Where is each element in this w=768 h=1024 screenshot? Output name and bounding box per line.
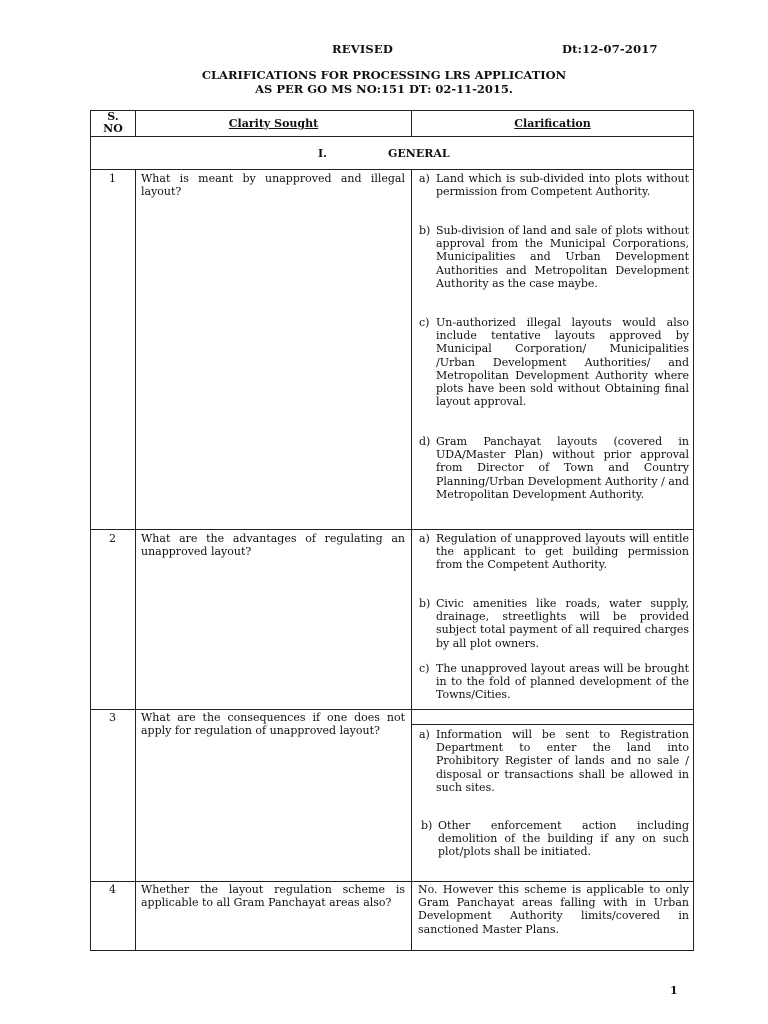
row-number: 2	[109, 532, 116, 545]
answer-label: d)	[419, 435, 431, 448]
answer-label: a)	[419, 532, 430, 545]
answer-label: b)	[419, 224, 431, 237]
table-rule	[135, 169, 136, 951]
answer-text: No. However this scheme is applicable to only Gram Panchayat areas falling with in Urban Development Authority limits/covered in sanctioned Master Plans.	[418, 883, 689, 936]
table-rule	[90, 529, 694, 530]
revised-label: REVISED	[332, 42, 394, 56]
section-number: I.	[318, 147, 327, 160]
document-title-line2: AS PER GO MS NO:151 DT: 02-11-2015.	[255, 82, 513, 96]
answer-item	[419, 316, 689, 408]
answer-item	[419, 728, 689, 794]
page-number: 1	[670, 984, 678, 997]
answer-text: Land which is sub-divided into plots without permission from Competent Authority.	[436, 172, 689, 199]
table-rule	[90, 110, 91, 951]
answer-item	[419, 435, 689, 501]
answer-label: b)	[419, 597, 431, 610]
answer-label: c)	[419, 316, 430, 329]
column-header-sno: S. NO	[103, 110, 123, 135]
document-title-line1: CLARIFICATIONS FOR PROCESSING LRS APPLICATION	[201, 68, 567, 82]
answer-text: Gram Panchayat layouts (covered in UDA/Master Plan) without prior approval from Director of Town and Country Planning/Urban Development Authority / and Metropolitan Development Authority.	[436, 435, 689, 501]
answer-item	[419, 662, 689, 702]
answer-text: Regulation of unapproved layouts will entitle the applicant to get building permission from the Competent Authority.	[436, 532, 689, 572]
answer-item	[419, 224, 689, 290]
document-date: Dt:12-07-2017	[562, 42, 658, 56]
column-header-clarification: Clarification	[514, 117, 591, 130]
question-text: What are the consequences if one does not apply for regulation of unapproved layout?	[141, 711, 405, 738]
question-text: What is meant by unapproved and illegal layout?	[141, 172, 405, 199]
table-rule	[90, 136, 694, 137]
table-rule	[90, 950, 694, 951]
column-header-clarity-sought: Clarity Sought	[228, 117, 319, 130]
answer-label: a)	[419, 728, 430, 741]
row-number: 1	[109, 172, 116, 185]
answer-label: a)	[419, 172, 430, 185]
answer-text: Sub-division of land and sale of plots without approval from the Municipal Corporations, Municipalities and Urban Development Authorities and Metropolitan Development Authority as the case maybe.	[436, 224, 689, 290]
row-number: 4	[109, 883, 116, 896]
answer-text: Information will be sent to Registration Department to enter the land into Prohibitory Register of lands and no sale / disposal or transactions shall be allowed in such sites.	[436, 728, 689, 794]
answer-label: c)	[419, 662, 430, 675]
table-rule	[90, 881, 694, 882]
answer-text: Civic amenities like roads, water supply, drainage, streetlights will be provided subject total payment of all required charges by all plot owners.	[436, 597, 689, 650]
question-text: What are the advantages of regulating an unapproved layout?	[141, 532, 405, 559]
table-rule	[90, 110, 694, 111]
row-number: 3	[109, 711, 116, 724]
answer-text: The unapproved layout areas will be brought in to the fold of planned development of the Towns/Cities.	[436, 662, 689, 702]
answer-label: b)	[421, 819, 433, 832]
answer-item	[419, 172, 689, 198]
table-rule	[693, 110, 694, 951]
section-title: GENERAL	[388, 147, 450, 160]
question-text: Whether the layout regulation scheme is applicable to all Gram Panchayat areas also?	[141, 883, 405, 910]
table-rule	[411, 724, 694, 725]
table-rule	[90, 169, 694, 170]
answer-item	[421, 819, 689, 859]
table-rule	[90, 709, 694, 710]
table-rule	[411, 169, 412, 951]
answer-text: Un-authorized illegal layouts would also include tentative layouts approved by Municipal Corporation/ Municipalities /Urban Development Authorities/ and Metropolitan Development Authority where plots have been sold without Obtaining final layout approval.	[436, 316, 689, 409]
answer-text: Other enforcement action including demolition of the building if any on such plot/plots shall be initiated.	[438, 819, 689, 859]
answer-item	[419, 597, 689, 650]
answer-item	[419, 532, 689, 572]
